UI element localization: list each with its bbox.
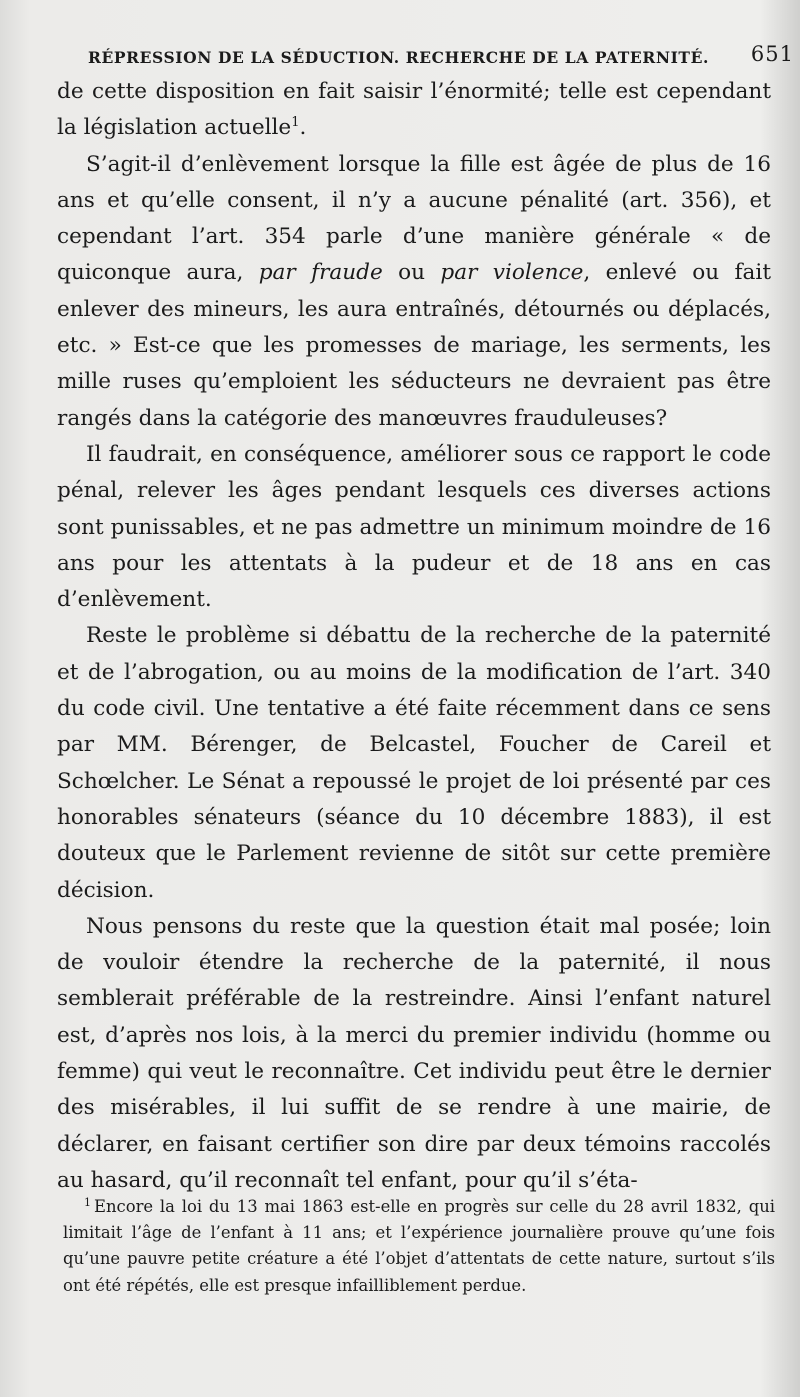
footnote [63, 1194, 775, 1299]
footnote-mark: 1 [84, 1195, 91, 1209]
paragraph-1-end: . [299, 115, 307, 141]
main-text [57, 74, 771, 1199]
footnote-reference: 1 [291, 115, 300, 131]
page-number: 651 [750, 42, 794, 66]
italic-par-violence: par violence [440, 260, 584, 286]
paragraph-2-part1: S’agit-il d’enlèvement lorsque la fille est âgée de plus de 16 ans et qu’elle consent, il n’y a aucune pénalité (art. 356), et cependant l’art. 354 parle d’une manière générale « de quiconque aura, [57, 151, 771, 286]
footnote-text-block [63, 1194, 775, 1299]
paragraph-1 [57, 74, 771, 147]
paragraph-4: Reste le problème si débattu de la recherche de la paternité et de l’abrogation, ou au moins de la modification de l’art. 340 du code civil. Une tentative a été faite récemment dans ce sens par MM. Bérenger, de Belcastel, Foucher de Careil et Schœlcher. Le Sénat a repoussé le projet de loi présenté par ces honorables sénateurs (séance du 10 décembre 1883), il est douteux que le Parlement revienne de sitôt sur cette première décision. [57, 623, 771, 903]
running-header [88, 40, 800, 76]
paragraph-5: Nous pensons du reste que la question était mal posée; loin de vouloir étendre la recherche de la paternité, il nous semblerait préférable de la restreindre. Ainsi l’enfant naturel est, d’après nos lois, à la merci du premier individu (homme ou femme) qui veut le reconnaître. Cet individu peut être le dernier des misérables, il lui suffit de se rendre à une mairie, de déclarer, en faisant certifier son dire par deux témoins raccolés au hasard, qu’il reconnaît tel enfant, pour qu’il s’éta- [57, 913, 771, 1193]
paragraph-2-part3: , enlevé ou fait enlever des mineurs, les aura entraînés, détournés ou déplacés, etc. » Est-ce que les promesses de mariage, les serments, les mille ruses qu’emploient les séducteurs ne devraient pas être rangés dans la catégorie des manœuvres frauduleuses? [57, 260, 771, 431]
running-title: RÉPRESSION DE LA SÉDUCTION. RECHERCHE DE LA PATERNITÉ. [88, 48, 709, 67]
paragraph-2-part2: ou [398, 260, 426, 286]
paragraph-2 [57, 147, 771, 437]
paragraph-3: Il faudrait, en conséquence, améliorer sous ce rapport le code pénal, relever les âges pendant lesquels ces diverses actions sont punissables, et ne pas admettre un minimum moindre de 16 ans pour les attentats à la pudeur et de 18 ans en cas d’enlèvement. [57, 441, 771, 613]
footnote-text: Encore la loi du 13 mai 1863 est-elle en progrès sur celle du 28 avril 1832, qui limitait l’âge de l’enfant à 11 ans; et l’expérience journalière prouve qu’une fois qu’une pauvre petite créature a été l’objet d’attentats de cette nature, surtout s’ils ont été répétés, elle est presque infailliblement perdue. [63, 1197, 775, 1295]
paragraph-1-text: de cette disposition en fait saisir l’énormité; telle est cependant la législation actuelle [57, 79, 771, 141]
italic-par-fraude: par fraude [258, 260, 383, 286]
